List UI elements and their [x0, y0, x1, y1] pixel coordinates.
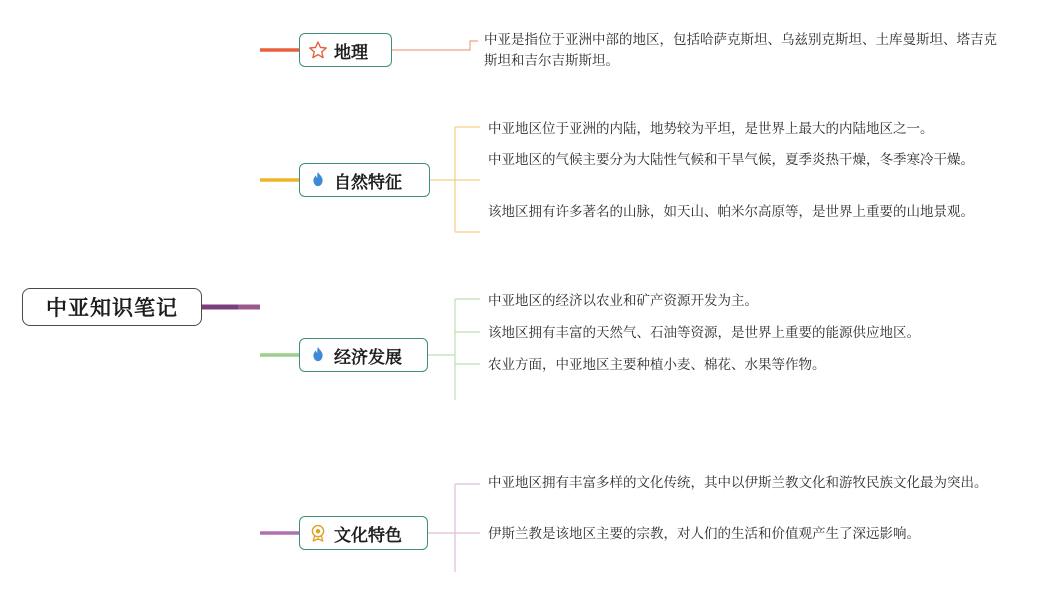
branch-node-economy[interactable] [299, 338, 428, 372]
leaf-nature-0[interactable] [488, 119, 998, 140]
leaf-culture-0[interactable] [488, 473, 1000, 494]
leaf-economy-0[interactable] [488, 291, 988, 312]
leaf-economy-2-text: 农业方面，中亚地区主要种植小麦、棉花、水果等作物。 [488, 357, 826, 372]
leaf-economy-2[interactable] [488, 355, 988, 376]
leaf-nature-2-text: 该地区拥有许多著名的山脉，如天山、帕米尔高原等，是世界上重要的山地景观。 [488, 204, 974, 219]
leaf-economy-1[interactable] [488, 323, 988, 344]
leaf-nature-0-text: 中亚地区位于亚洲的内陆，地势较为平坦，是世界上最大的内陆地区之一。 [488, 121, 934, 136]
branch-node-culture[interactable] [299, 516, 428, 550]
root-node-label: 中亚知识笔记 [46, 297, 178, 320]
branch-label-geography: 地理 [334, 42, 368, 62]
root-node[interactable] [22, 288, 202, 326]
leaf-culture-1[interactable] [488, 524, 988, 545]
branch-node-geography[interactable] [299, 33, 392, 67]
leaf-geography-0-text: 中亚是指位于亚洲中部的地区，包括哈萨克斯坦、乌兹别克斯坦、土库曼斯坦、塔吉克斯坦和吉尔吉斯斯坦。 [484, 32, 997, 68]
star-icon [308, 40, 328, 60]
leaf-culture-1-text: 伊斯兰教是该地区主要的宗教，对人们的生活和价值观产生了深远影响。 [488, 526, 920, 541]
branch-label-nature: 自然特征 [334, 172, 402, 192]
branch-label-economy: 经济发展 [334, 347, 402, 367]
leaf-culture-0-text: 中亚地区拥有丰富多样的文化传统，其中以伊斯兰教文化和游牧民族文化最为突出。 [488, 475, 988, 490]
leaf-nature-2[interactable] [488, 202, 988, 223]
branch-label-culture: 文化特色 [334, 525, 402, 545]
leaf-nature-1[interactable] [488, 150, 988, 171]
branch-node-nature[interactable] [299, 163, 430, 197]
flame-icon [308, 345, 328, 365]
leaf-geography-0[interactable] [484, 30, 1004, 72]
leaf-nature-1-text: 中亚地区的气候主要分为大陆性气候和干旱气候，夏季炎热干燥，冬季寒冷干燥。 [488, 152, 974, 167]
leaf-economy-1-text: 该地区拥有丰富的天然气、石油等资源，是世界上重要的能源供应地区。 [488, 325, 920, 340]
leaf-economy-0-text: 中亚地区的经济以农业和矿产资源开发为主。 [488, 293, 758, 308]
flame-icon [308, 170, 328, 190]
medal-icon [308, 523, 328, 543]
